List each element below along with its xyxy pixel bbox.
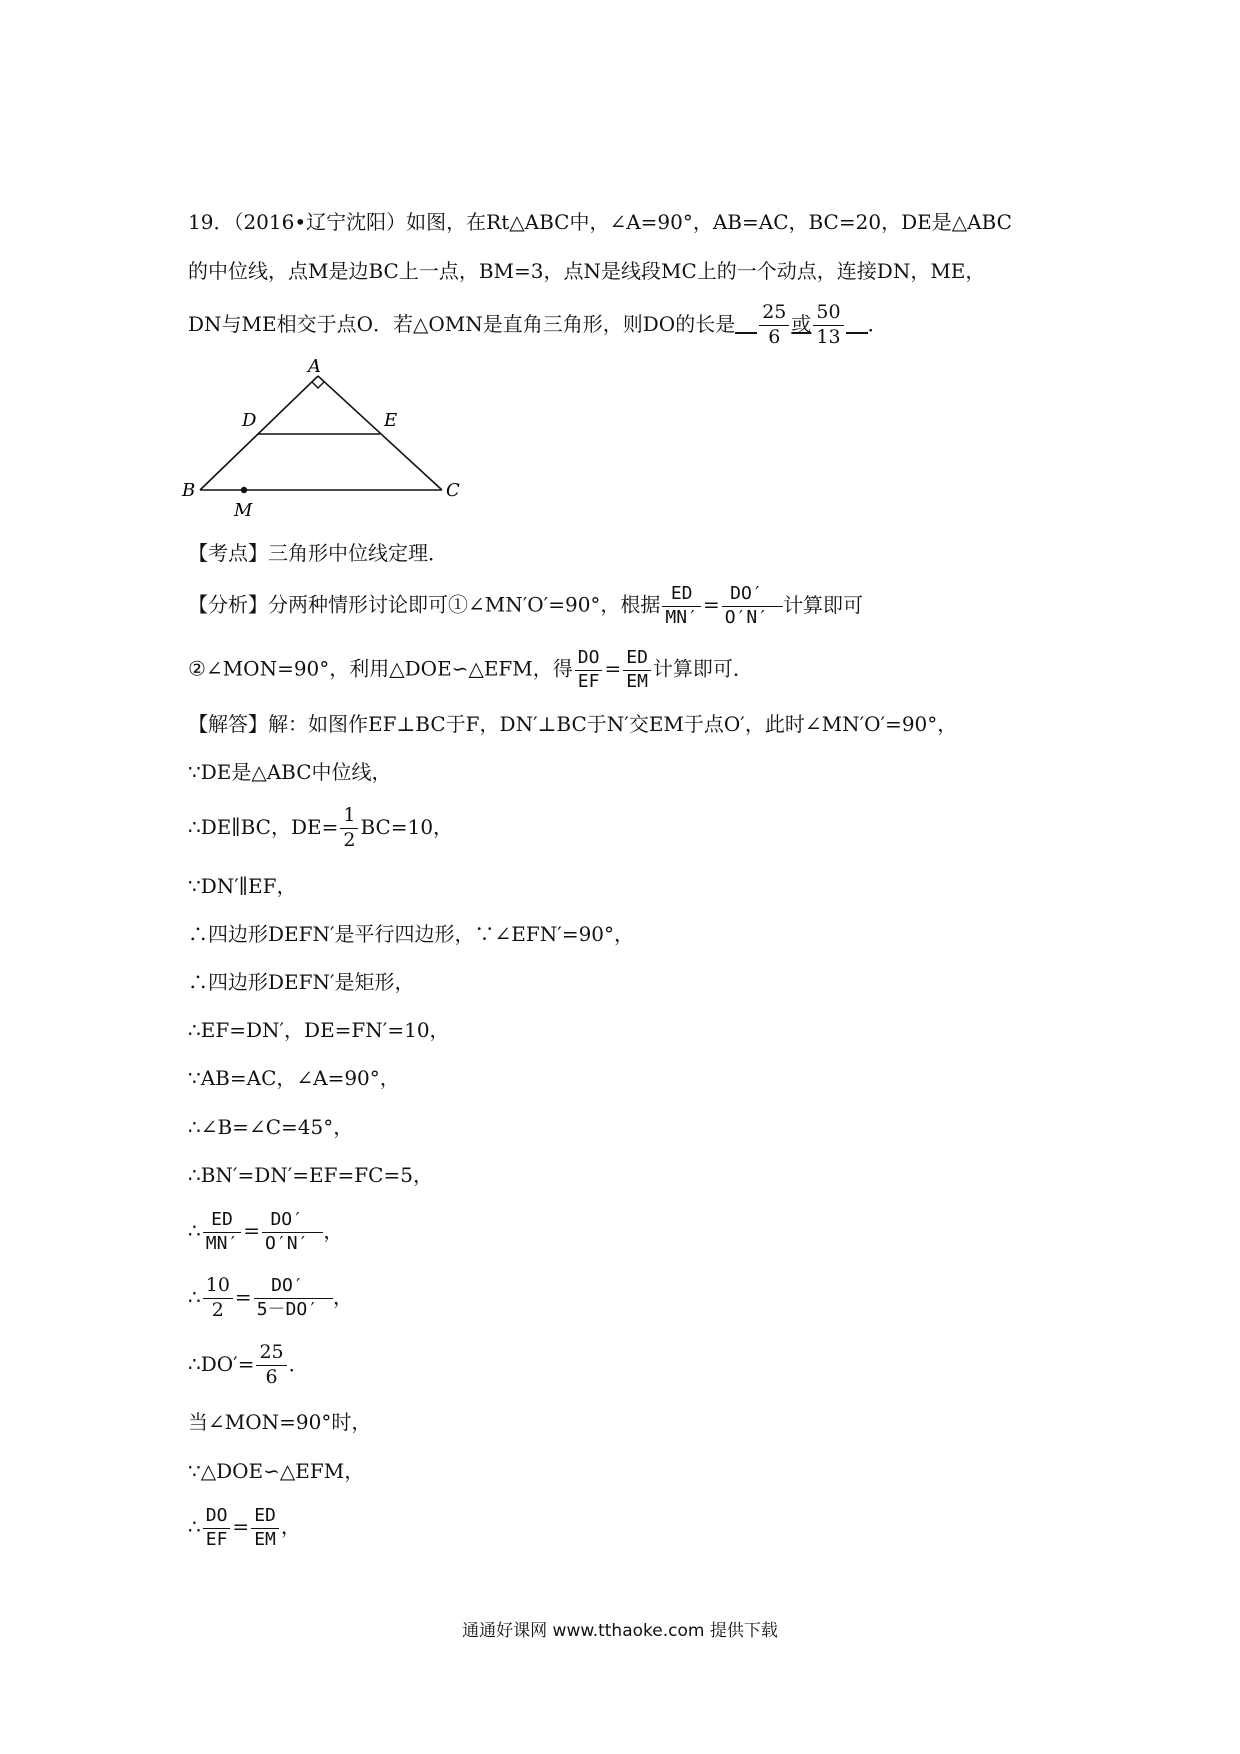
step3-text: ∵DN′∥EF， xyxy=(188,874,297,898)
answer-or: 或 xyxy=(791,311,812,336)
step12-frac-num: 25 xyxy=(259,1341,284,1363)
fenxi2-text: ②∠MON=90°，利用△DOE∽△EFM，得 xyxy=(188,656,573,681)
fenxi2-suffix: 计算即可． xyxy=(652,656,753,681)
answer-fraction-2 xyxy=(813,302,843,349)
step11-suffix: ， xyxy=(333,1284,354,1309)
problem-text-2: 的中位线，点M是边BC上一点，BM=3，点N是线段MC上的一个动点，连接DN，ME， xyxy=(188,259,986,283)
kaodian-text: 【考点】三角形中位线定理． xyxy=(188,541,448,565)
triangle-figure xyxy=(182,356,460,524)
step10-frac1-den: MN′ xyxy=(205,1232,239,1254)
step11-frac1-den: 2 xyxy=(211,1298,224,1321)
solution-step-8 xyxy=(188,1117,353,1137)
solution-step-11 xyxy=(188,1275,353,1322)
fenxi2-frac2-num: ED xyxy=(626,647,648,668)
step11-fraction-2 xyxy=(254,1276,321,1320)
step2-frac-den: 2 xyxy=(343,828,356,851)
step10-frac2-num: DO′ xyxy=(270,1209,303,1230)
step15-fraction-2 xyxy=(251,1506,279,1550)
step15-frac1-den: EF xyxy=(205,1528,228,1550)
step15-equals: = xyxy=(232,1514,250,1539)
step15-frac2-den: EM xyxy=(254,1528,276,1550)
problem-text-1: （2016•辽宁沈阳）如图，在Rt△ABC中，∠A=90°，AB=AC，BC=20，DE是△ABC xyxy=(233,210,1012,234)
solution-step-3 xyxy=(188,876,297,896)
step15-frac2-num: ED xyxy=(254,1505,276,1526)
label-e: E xyxy=(384,410,398,431)
answer2-numerator: 50 xyxy=(816,301,841,323)
step11-prefix: ∴ xyxy=(188,1284,201,1309)
step15-frac1-num: DO xyxy=(205,1505,228,1526)
solution-step-15 xyxy=(188,1506,301,1550)
page-footer: 通通好课网 www.tthaoke.com 提供下载 xyxy=(462,1621,778,1641)
answer-fraction-1 xyxy=(759,302,789,349)
problem-end-period: ． xyxy=(867,311,888,336)
step11-equals: = xyxy=(234,1284,252,1309)
fenxi2-equals: = xyxy=(604,656,622,681)
problem-line-1 xyxy=(188,212,1012,232)
label-a: A xyxy=(308,356,321,377)
step10-fraction-1 xyxy=(203,1210,242,1254)
answer1-denominator: 6 xyxy=(768,325,781,348)
fenxi-line-1 xyxy=(188,584,863,628)
step7-text: ∵AB=AC，∠A=90°， xyxy=(188,1066,400,1090)
fenxi-fraction-1 xyxy=(662,584,701,628)
step2-frac-num: 1 xyxy=(343,804,356,826)
step13-text: 当∠MON=90°时， xyxy=(188,1410,372,1434)
fenxi-frac2-den: O′N′ xyxy=(724,606,769,628)
step14-text: ∵△DOE∽△EFM， xyxy=(188,1459,365,1483)
step12-prefix: ∴DO′= xyxy=(188,1351,255,1376)
problem-text-3: DN与ME相交于点O．若△OMN是直角三角形，则DO的长是 xyxy=(188,311,736,336)
step11-frac2-den: 5－DO′ xyxy=(256,1298,319,1320)
label-m: M xyxy=(234,500,253,521)
label-b: B xyxy=(182,480,196,501)
fenxi-line-2 xyxy=(188,648,753,692)
fenxi-equals: = xyxy=(702,592,720,617)
fenxi2-frac1-den: EF xyxy=(577,670,600,692)
solution-step-6 xyxy=(188,1020,450,1040)
solution-step-12 xyxy=(188,1342,309,1389)
right-angle-mark xyxy=(312,382,324,388)
label-c: C xyxy=(446,480,460,501)
answer2-denominator: 13 xyxy=(816,325,841,348)
fenxi-fraction-2 xyxy=(722,584,771,628)
answer-blank-right xyxy=(846,330,868,334)
step11-fraction-1 xyxy=(203,1275,233,1322)
step10-equals: = xyxy=(243,1218,261,1243)
point-m xyxy=(241,487,247,493)
step12-suffix: ． xyxy=(288,1351,309,1376)
problem-number: 19． xyxy=(188,210,234,234)
step1-text: ∵DE是△ABC中位线， xyxy=(188,760,392,784)
step10-suffix: ， xyxy=(323,1218,344,1243)
answer1-numerator: 25 xyxy=(762,301,787,323)
solution-step-10 xyxy=(188,1210,343,1254)
step2-prefix: ∴DE∥BC，DE= xyxy=(188,814,339,839)
step10-frac2-den: O′N′ xyxy=(265,1232,309,1254)
solution-step-13 xyxy=(188,1412,371,1432)
fenxi2-fraction-1 xyxy=(575,648,603,692)
fenxi2-frac2-den: EM xyxy=(626,670,648,692)
label-d: D xyxy=(242,410,257,431)
problem-line-3 xyxy=(188,302,888,349)
kaodian-line xyxy=(188,543,448,563)
step12-frac-den: 6 xyxy=(265,1365,278,1388)
step11-frac2-num: DO′ xyxy=(271,1275,304,1297)
step9-text: ∴BN′=DN′=EF=FC=5， xyxy=(188,1163,433,1187)
fenxi-suffix: 计算即可 xyxy=(783,592,864,617)
solution-step-5 xyxy=(188,972,415,992)
fenxi-frac1-num: ED xyxy=(670,583,693,604)
fenxi-frac2-num: DO′ xyxy=(730,583,763,604)
step15-fraction-1 xyxy=(203,1506,231,1550)
solution-step-9 xyxy=(188,1165,433,1185)
solution-step-4 xyxy=(188,924,634,944)
fenxi2-fraction-2 xyxy=(623,648,651,692)
segment-ac xyxy=(318,376,442,490)
step10-frac1-num: ED xyxy=(211,1209,233,1230)
step12-fraction xyxy=(256,1342,286,1389)
fenxi-frac1-den: MN′ xyxy=(665,606,698,628)
solution-intro-text: 【解答】解：如图作EF⊥BC于F，DN′⊥BC于N′交EM于点O′，此时∠MN′O′=90°， xyxy=(188,712,958,736)
fenxi2-frac1-num: DO xyxy=(577,647,600,668)
step10-fraction-2 xyxy=(262,1210,311,1254)
solution-intro xyxy=(188,714,957,734)
step6-text: ∴EF=DN′，DE=FN′=10， xyxy=(188,1018,450,1042)
step15-suffix: ， xyxy=(280,1514,301,1539)
step2-suffix: BC=10， xyxy=(360,814,454,839)
step8-text: ∴∠B=∠C=45°， xyxy=(188,1115,354,1139)
step5-text: ∴四边形DEFN′是矩形， xyxy=(188,970,415,994)
solution-step-7 xyxy=(188,1068,400,1088)
segment-ab xyxy=(200,376,318,490)
step11-frac1-num: 10 xyxy=(205,1274,230,1296)
step15-prefix: ∴ xyxy=(188,1514,201,1539)
problem-line-2 xyxy=(188,261,985,281)
step2-fraction xyxy=(340,805,358,852)
solution-step-14 xyxy=(188,1461,364,1481)
answer-blank-left xyxy=(735,330,757,334)
fenxi-text: 【分析】分两种情形讨论即可①∠MN′O′=90°，根据 xyxy=(188,592,661,617)
step10-prefix: ∴ xyxy=(188,1218,201,1243)
solution-step-2 xyxy=(188,805,453,852)
step4-text: ∴四边形DEFN′是平行四边形，∵∠EFN′=90°， xyxy=(188,922,635,946)
solution-step-1 xyxy=(188,762,392,782)
